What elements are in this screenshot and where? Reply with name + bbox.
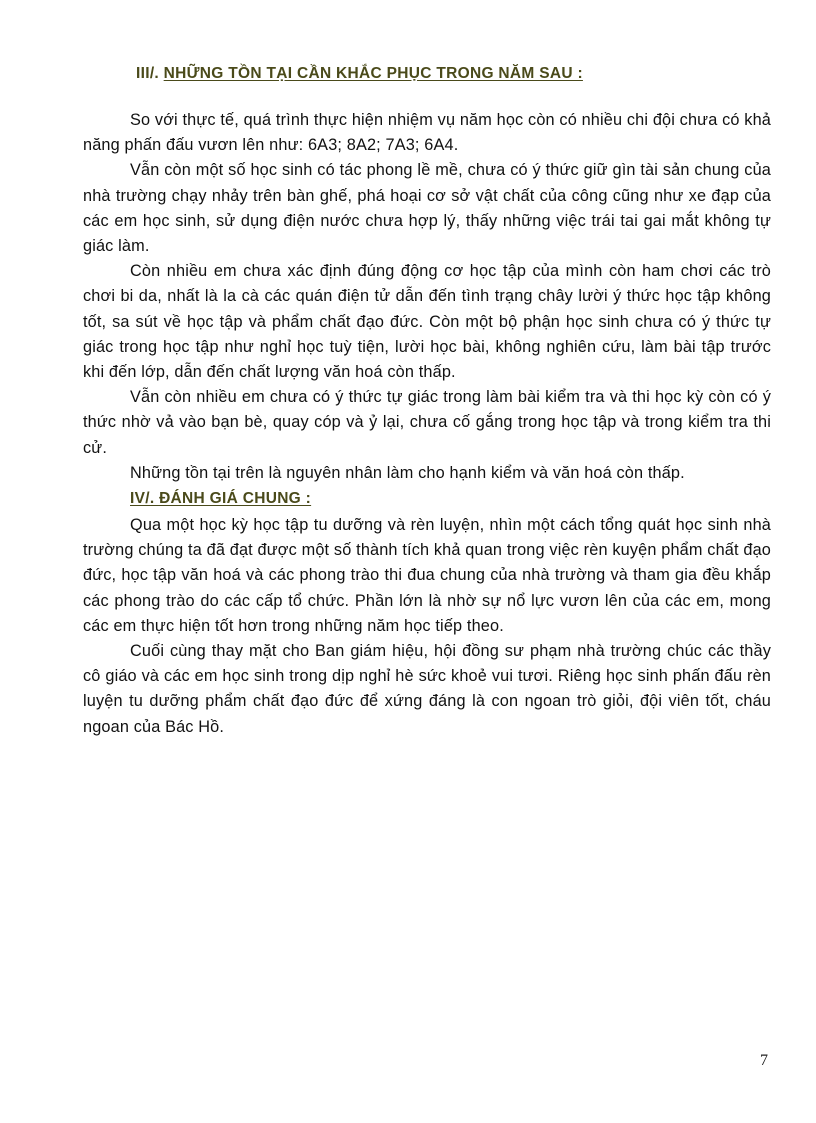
- section-4-paragraph: Qua một học kỳ học tập tu dưỡng và rèn luyện, nhìn một cách tổng quát học sinh nhà trường chúng ta đã đạt được một số thành tích khả quan trong việc rèn kuyện phẩm chất đạo đức, học tập văn hoá và các phong trào thi đua chung của nhà trường và tham gia đều khắp các phong trào do các cấp tổ chức. Phần lớn là nhờ sự nổ lực vươn lên của các em, mong các em thực hiện tốt hơn trong những năm học tiếp theo.: [83, 516, 771, 635]
- section-3-paragraph: Vẫn còn một số học sinh có tác phong lề mề, chưa có ý thức giữ gìn tài sản chung của nhà trường chạy nhảy trên bàn ghế, phá hoại cơ sở vật chất của công cũng như xe đạp của các em học sinh, sử dụng điện nước chưa hợp lý, thấy những việc trái tai gai mắt không tự giác làm.: [83, 161, 771, 256]
- section-3-heading: [83, 62, 771, 86]
- section-4-paragraph: Cuối cùng thay mặt cho Ban giám hiệu, hội đồng sư phạm nhà trường chúc các thầy cô giáo và các em học sinh trong dịp nghỉ hè sức khoẻ vui tươi. Riêng học sinh phấn đấu rèn luyện tu dưỡng phẩm chất đạo đức để xứng đáng là con ngoan trò giỏi, đội viên tốt, cháu ngoan của Bác Hồ.: [83, 642, 771, 736]
- section-3-paragraph: Còn nhiều em chưa xác định đúng động cơ học tập của mình còn ham chơi các trò chơi bi da, nhất là la cà các quán điện tử dẫn đến tình trạng chây lười ý thức học tập không tốt, sa sút về học tập và phẩm chất đạo đức. Còn một bộ phận học sinh chưa có ý thức tự giác trong học tập như nghỉ học tuỳ tiện, lười học bài, không nghiên cứu, làm bài tập trước khi đến lớp, dẫn đến chất lượng văn hoá còn thấp.: [83, 262, 771, 382]
- section-3-paragraph: Vẫn còn nhiều em chưa có ý thức tự giác trong làm bài kiểm tra và thi học kỳ còn có ý thức nhờ vả vào bạn bè, quay cóp và ỷ lại, chưa cố gắng trong học tập và trong kiểm tra thi cử.: [83, 388, 771, 457]
- page-number: 7: [760, 1052, 768, 1069]
- section-3-paragraph: Những tồn tại trên là nguyên nhân làm cho hạnh kiểm và văn hoá còn thấp.: [130, 463, 685, 482]
- section-3-number: III/.: [136, 65, 160, 82]
- section-3-paragraph: So với thực tế, quá trình thực hiện nhiệm vụ năm học còn có nhiều chi đội chưa có khả năng phấn đấu vươn lên như: 6A3; 8A2; 7A3; 6A4.: [83, 111, 771, 155]
- section-3-title: NHỮNG TỒN TẠI CẦN KHẮC PHỤC TRONG NĂM SAU :: [163, 65, 583, 82]
- section-4-title: IV/. ĐÁNH GIÁ CHUNG :: [130, 490, 312, 508]
- document-page: [83, 62, 771, 740]
- section-4-heading: [83, 487, 771, 511]
